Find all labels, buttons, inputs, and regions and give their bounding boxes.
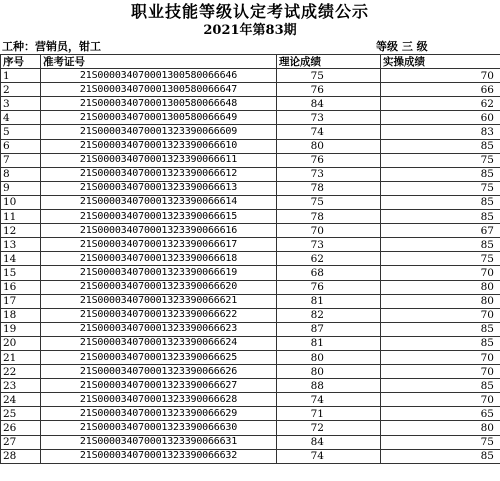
cell-ticket-number: 21S000034070001323390066623	[41, 322, 277, 336]
cell-seq: 5	[1, 125, 41, 139]
cell-practical-score: 85	[381, 379, 500, 393]
cell-ticket-number: 21S000034070001323390066626	[41, 365, 277, 379]
cell-practical-score: 75	[381, 153, 500, 167]
cell-ticket-number: 21S000034070001323390066625	[41, 350, 277, 364]
cell-practical-score: 80	[381, 280, 500, 294]
cell-theory-score: 81	[277, 336, 381, 350]
cell-practical-score: 75	[381, 252, 500, 266]
cell-practical-score: 70	[381, 69, 500, 83]
cell-seq: 18	[1, 308, 41, 322]
cell-ticket-number: 21S000034070001323390066613	[41, 181, 277, 195]
cell-ticket-number: 21S000034070001323390066631	[41, 435, 277, 449]
cell-ticket-number: 21S000034070001323390066617	[41, 238, 277, 252]
cell-ticket-number: 21S000034070001323390066627	[41, 379, 277, 393]
cell-ticket-number: 21S000034070001323390066614	[41, 195, 277, 209]
cell-practical-score: 62	[381, 97, 500, 111]
cell-ticket-number: 21S000034070001323390066620	[41, 280, 277, 294]
cell-seq: 13	[1, 238, 41, 252]
cell-seq: 16	[1, 280, 41, 294]
header-theory-score: 理论成绩	[277, 55, 381, 69]
cell-seq: 22	[1, 365, 41, 379]
cell-ticket-number: 21S000034070001300580066647	[41, 83, 277, 97]
cell-ticket-number: 21S000034070001323390066618	[41, 252, 277, 266]
cell-ticket-number: 21S000034070001300580066648	[41, 97, 277, 111]
table-row	[1, 125, 500, 139]
table-row	[1, 69, 500, 83]
cell-theory-score: 62	[277, 252, 381, 266]
cell-theory-score: 73	[277, 167, 381, 181]
cell-theory-score: 70	[277, 224, 381, 238]
cell-seq: 8	[1, 167, 41, 181]
cell-seq: 14	[1, 252, 41, 266]
table-row	[1, 111, 500, 125]
cell-seq: 26	[1, 421, 41, 435]
cell-theory-score: 88	[277, 379, 381, 393]
cell-seq: 10	[1, 195, 41, 209]
table-row	[1, 195, 500, 209]
cell-practical-score: 85	[381, 336, 500, 350]
cell-practical-score: 85	[381, 449, 500, 463]
cell-theory-score: 68	[277, 266, 381, 280]
cell-practical-score: 75	[381, 435, 500, 449]
cell-seq: 6	[1, 139, 41, 153]
cell-seq: 20	[1, 336, 41, 350]
cell-practical-score: 85	[381, 195, 500, 209]
cell-ticket-number: 21S000034070001323390066624	[41, 336, 277, 350]
cell-theory-score: 75	[277, 69, 381, 83]
table-header-row	[1, 55, 500, 69]
cell-theory-score: 73	[277, 238, 381, 252]
cell-practical-score: 83	[381, 125, 500, 139]
cell-theory-score: 76	[277, 83, 381, 97]
table-row	[1, 83, 500, 97]
cell-seq: 19	[1, 322, 41, 336]
cell-seq: 28	[1, 449, 41, 463]
cell-theory-score: 82	[277, 308, 381, 322]
cell-ticket-number: 21S000034070001323390066609	[41, 125, 277, 139]
cell-theory-score: 74	[277, 393, 381, 407]
cell-ticket-number: 21S000034070001323390066621	[41, 294, 277, 308]
cell-theory-score: 80	[277, 350, 381, 364]
cell-practical-score: 70	[381, 308, 500, 322]
cell-ticket-number: 21S000034070001300580066649	[41, 111, 277, 125]
header-practical-score: 实操成绩	[381, 55, 500, 69]
cell-practical-score: 85	[381, 139, 500, 153]
table-row	[1, 393, 500, 407]
table-row	[1, 97, 500, 111]
grade-label: 等级 三 级	[376, 40, 428, 53]
cell-practical-score: 85	[381, 210, 500, 224]
cell-practical-score: 60	[381, 111, 500, 125]
table-row	[1, 238, 500, 252]
score-table	[0, 54, 500, 464]
table-row	[1, 280, 500, 294]
cell-practical-score: 70	[381, 266, 500, 280]
cell-ticket-number: 21S000034070001323390066619	[41, 266, 277, 280]
cell-ticket-number: 21S000034070001323390066629	[41, 407, 277, 421]
cell-theory-score: 71	[277, 407, 381, 421]
cell-theory-score: 78	[277, 181, 381, 195]
table-row	[1, 167, 500, 181]
cell-practical-score: 67	[381, 224, 500, 238]
cell-theory-score: 74	[277, 449, 381, 463]
header-seq: 序号	[1, 55, 41, 69]
cell-seq: 23	[1, 379, 41, 393]
cell-theory-score: 78	[277, 210, 381, 224]
cell-seq: 4	[1, 111, 41, 125]
cell-theory-score: 81	[277, 294, 381, 308]
cell-practical-score: 85	[381, 238, 500, 252]
cell-theory-score: 87	[277, 322, 381, 336]
cell-seq: 27	[1, 435, 41, 449]
page-subtitle: 2021年第83期	[203, 23, 297, 38]
cell-practical-score: 80	[381, 421, 500, 435]
table-row	[1, 365, 500, 379]
table-row	[1, 139, 500, 153]
cell-seq: 21	[1, 350, 41, 364]
cell-theory-score: 80	[277, 365, 381, 379]
table-row	[1, 153, 500, 167]
cell-ticket-number: 21S000034070001300580066646	[41, 69, 277, 83]
cell-seq: 24	[1, 393, 41, 407]
table-row	[1, 379, 500, 393]
cell-theory-score: 84	[277, 97, 381, 111]
table-row	[1, 252, 500, 266]
table-row	[1, 266, 500, 280]
table-row	[1, 449, 500, 463]
cell-practical-score: 75	[381, 181, 500, 195]
cell-ticket-number: 21S000034070001323390066632	[41, 449, 277, 463]
header-ticket-number: 准考证号	[41, 55, 277, 69]
cell-ticket-number: 21S000034070001323390066616	[41, 224, 277, 238]
cell-seq: 25	[1, 407, 41, 421]
cell-ticket-number: 21S000034070001323390066630	[41, 421, 277, 435]
cell-seq: 2	[1, 83, 41, 97]
table-row	[1, 407, 500, 421]
cell-practical-score: 85	[381, 322, 500, 336]
cell-seq: 12	[1, 224, 41, 238]
cell-seq: 1	[1, 69, 41, 83]
cell-ticket-number: 21S000034070001323390066615	[41, 210, 277, 224]
table-row	[1, 294, 500, 308]
cell-practical-score: 65	[381, 407, 500, 421]
table-row	[1, 435, 500, 449]
cell-practical-score: 80	[381, 294, 500, 308]
cell-ticket-number: 21S000034070001323390066628	[41, 393, 277, 407]
cell-theory-score: 74	[277, 125, 381, 139]
cell-practical-score: 70	[381, 365, 500, 379]
cell-seq: 7	[1, 153, 41, 167]
table-row	[1, 350, 500, 364]
cell-theory-score: 72	[277, 421, 381, 435]
table-row	[1, 322, 500, 336]
cell-seq: 15	[1, 266, 41, 280]
cell-seq: 11	[1, 210, 41, 224]
cell-practical-score: 66	[381, 83, 500, 97]
cell-theory-score: 76	[277, 153, 381, 167]
cell-seq: 9	[1, 181, 41, 195]
cell-practical-score: 70	[381, 350, 500, 364]
table-row	[1, 336, 500, 350]
cell-ticket-number: 21S000034070001323390066611	[41, 153, 277, 167]
table-row	[1, 308, 500, 322]
cell-theory-score: 75	[277, 195, 381, 209]
trade-label: 工种：营销员，钳工	[2, 40, 101, 53]
cell-practical-score: 85	[381, 167, 500, 181]
cell-ticket-number: 21S000034070001323390066622	[41, 308, 277, 322]
table-row	[1, 421, 500, 435]
page-title: 职业技能等级认定考试成绩公示	[130, 2, 369, 21]
cell-ticket-number: 21S000034070001323390066610	[41, 139, 277, 153]
table-row	[1, 181, 500, 195]
cell-seq: 3	[1, 97, 41, 111]
cell-practical-score: 70	[381, 393, 500, 407]
table-row	[1, 210, 500, 224]
cell-theory-score: 80	[277, 139, 381, 153]
cell-ticket-number: 21S000034070001323390066612	[41, 167, 277, 181]
cell-theory-score: 76	[277, 280, 381, 294]
table-row	[1, 224, 500, 238]
cell-seq: 17	[1, 294, 41, 308]
cell-theory-score: 73	[277, 111, 381, 125]
cell-theory-score: 84	[277, 435, 381, 449]
